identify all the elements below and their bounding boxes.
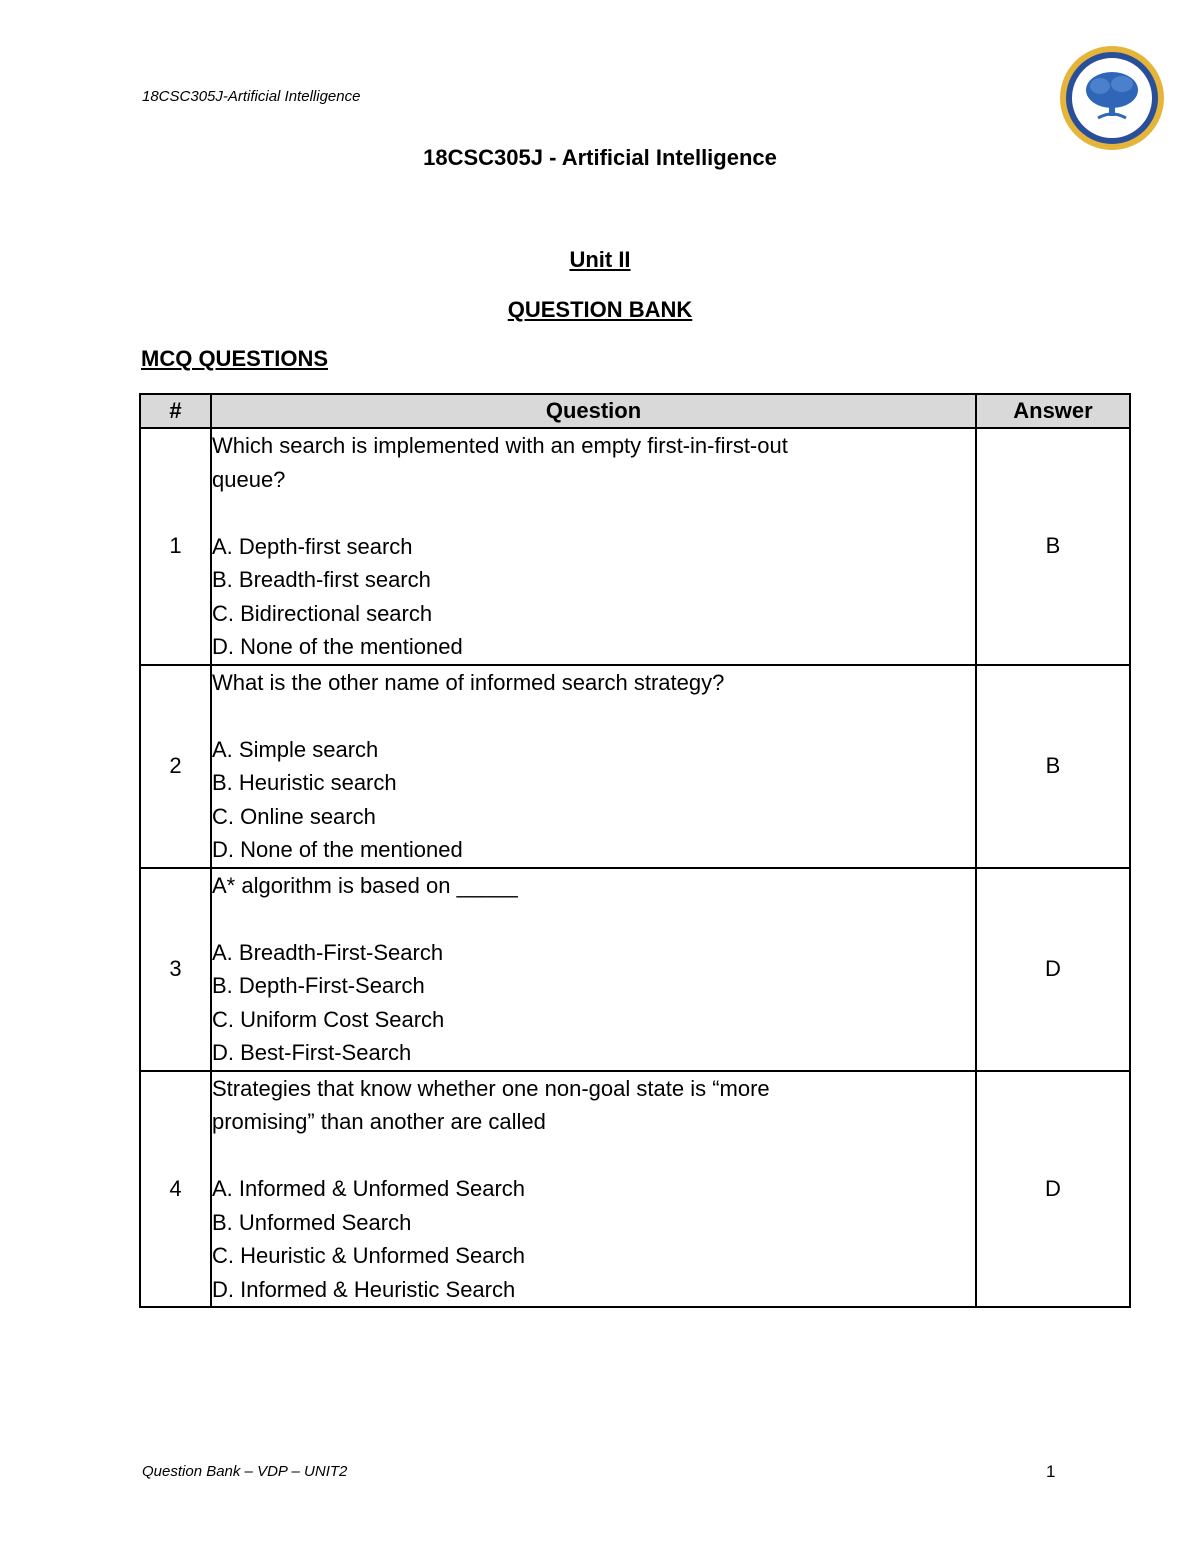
option-c: C. Heuristic & Unformed Search xyxy=(212,1243,525,1268)
answer-cell: D xyxy=(976,1071,1130,1308)
option-c: C. Online search xyxy=(212,803,376,829)
table-row xyxy=(140,428,1130,665)
answer-cell: B xyxy=(976,665,1130,868)
document-title: 18CSC305J - Artificial Intelligence xyxy=(423,145,777,170)
table-row xyxy=(140,665,1130,868)
table-header-row xyxy=(140,394,1130,428)
option-d: D. None of the mentioned xyxy=(212,634,463,659)
question-number: 2 xyxy=(140,665,211,868)
option-b: B. Unformed Search xyxy=(212,1209,412,1235)
unit-heading: Unit II xyxy=(569,247,631,272)
question-text-line: A* algorithm is based on _____ xyxy=(212,872,518,898)
running-header: 18CSC305J-Artificial Intelligence xyxy=(142,88,361,105)
option-d: D. Best-First-Search xyxy=(212,1040,412,1065)
section-heading: MCQ QUESTIONS xyxy=(141,346,329,371)
option-a: A. Informed & Unformed Search xyxy=(212,1176,526,1201)
option-c: C. Uniform Cost Search xyxy=(212,1006,445,1032)
running-footer: Question Bank – VDP – UNIT2 xyxy=(142,1463,348,1480)
question-number: 1 xyxy=(140,428,211,665)
question-cell xyxy=(211,1071,976,1308)
table-row xyxy=(140,1071,1130,1308)
option-d: D. Informed & Heuristic Search xyxy=(212,1276,516,1302)
table-row xyxy=(140,868,1130,1071)
option-b: B. Breadth-first search xyxy=(212,567,431,592)
question-text-line: What is the other name of informed search strategy? xyxy=(212,669,725,695)
option-c: C. Bidirectional search xyxy=(212,600,433,626)
answer-cell: D xyxy=(976,868,1130,1071)
question-cell xyxy=(211,428,976,665)
page-number: 1 xyxy=(1046,1462,1056,1481)
question-cell xyxy=(211,868,976,1071)
option-a: A. Breadth-First-Search xyxy=(212,939,444,965)
option-a: A. Simple search xyxy=(212,736,379,762)
option-b: B. Depth-First-Search xyxy=(212,973,425,998)
university-logo xyxy=(1058,44,1166,152)
question-bank-heading: QUESTION BANK xyxy=(507,297,693,322)
question-text-line: Strategies that know whether one non-goal state is “more xyxy=(212,1075,770,1101)
question-cell xyxy=(211,665,976,868)
question-text-line: Which search is implemented with an empty first-in-first-out xyxy=(212,433,788,458)
question-text-line: promising” than another are called xyxy=(212,1109,546,1134)
option-b: B. Heuristic search xyxy=(212,770,397,795)
header-question: Question xyxy=(211,394,976,428)
question-number: 4 xyxy=(140,1071,211,1308)
question-text-line: queue? xyxy=(212,466,286,492)
question-table xyxy=(139,393,1131,1308)
option-d: D. None of the mentioned xyxy=(212,837,463,862)
header-number: # xyxy=(140,394,211,428)
question-number: 3 xyxy=(140,868,211,1071)
header-answer: Answer xyxy=(976,394,1130,428)
option-a: A. Depth-first search xyxy=(212,533,413,559)
answer-cell: B xyxy=(976,428,1130,665)
